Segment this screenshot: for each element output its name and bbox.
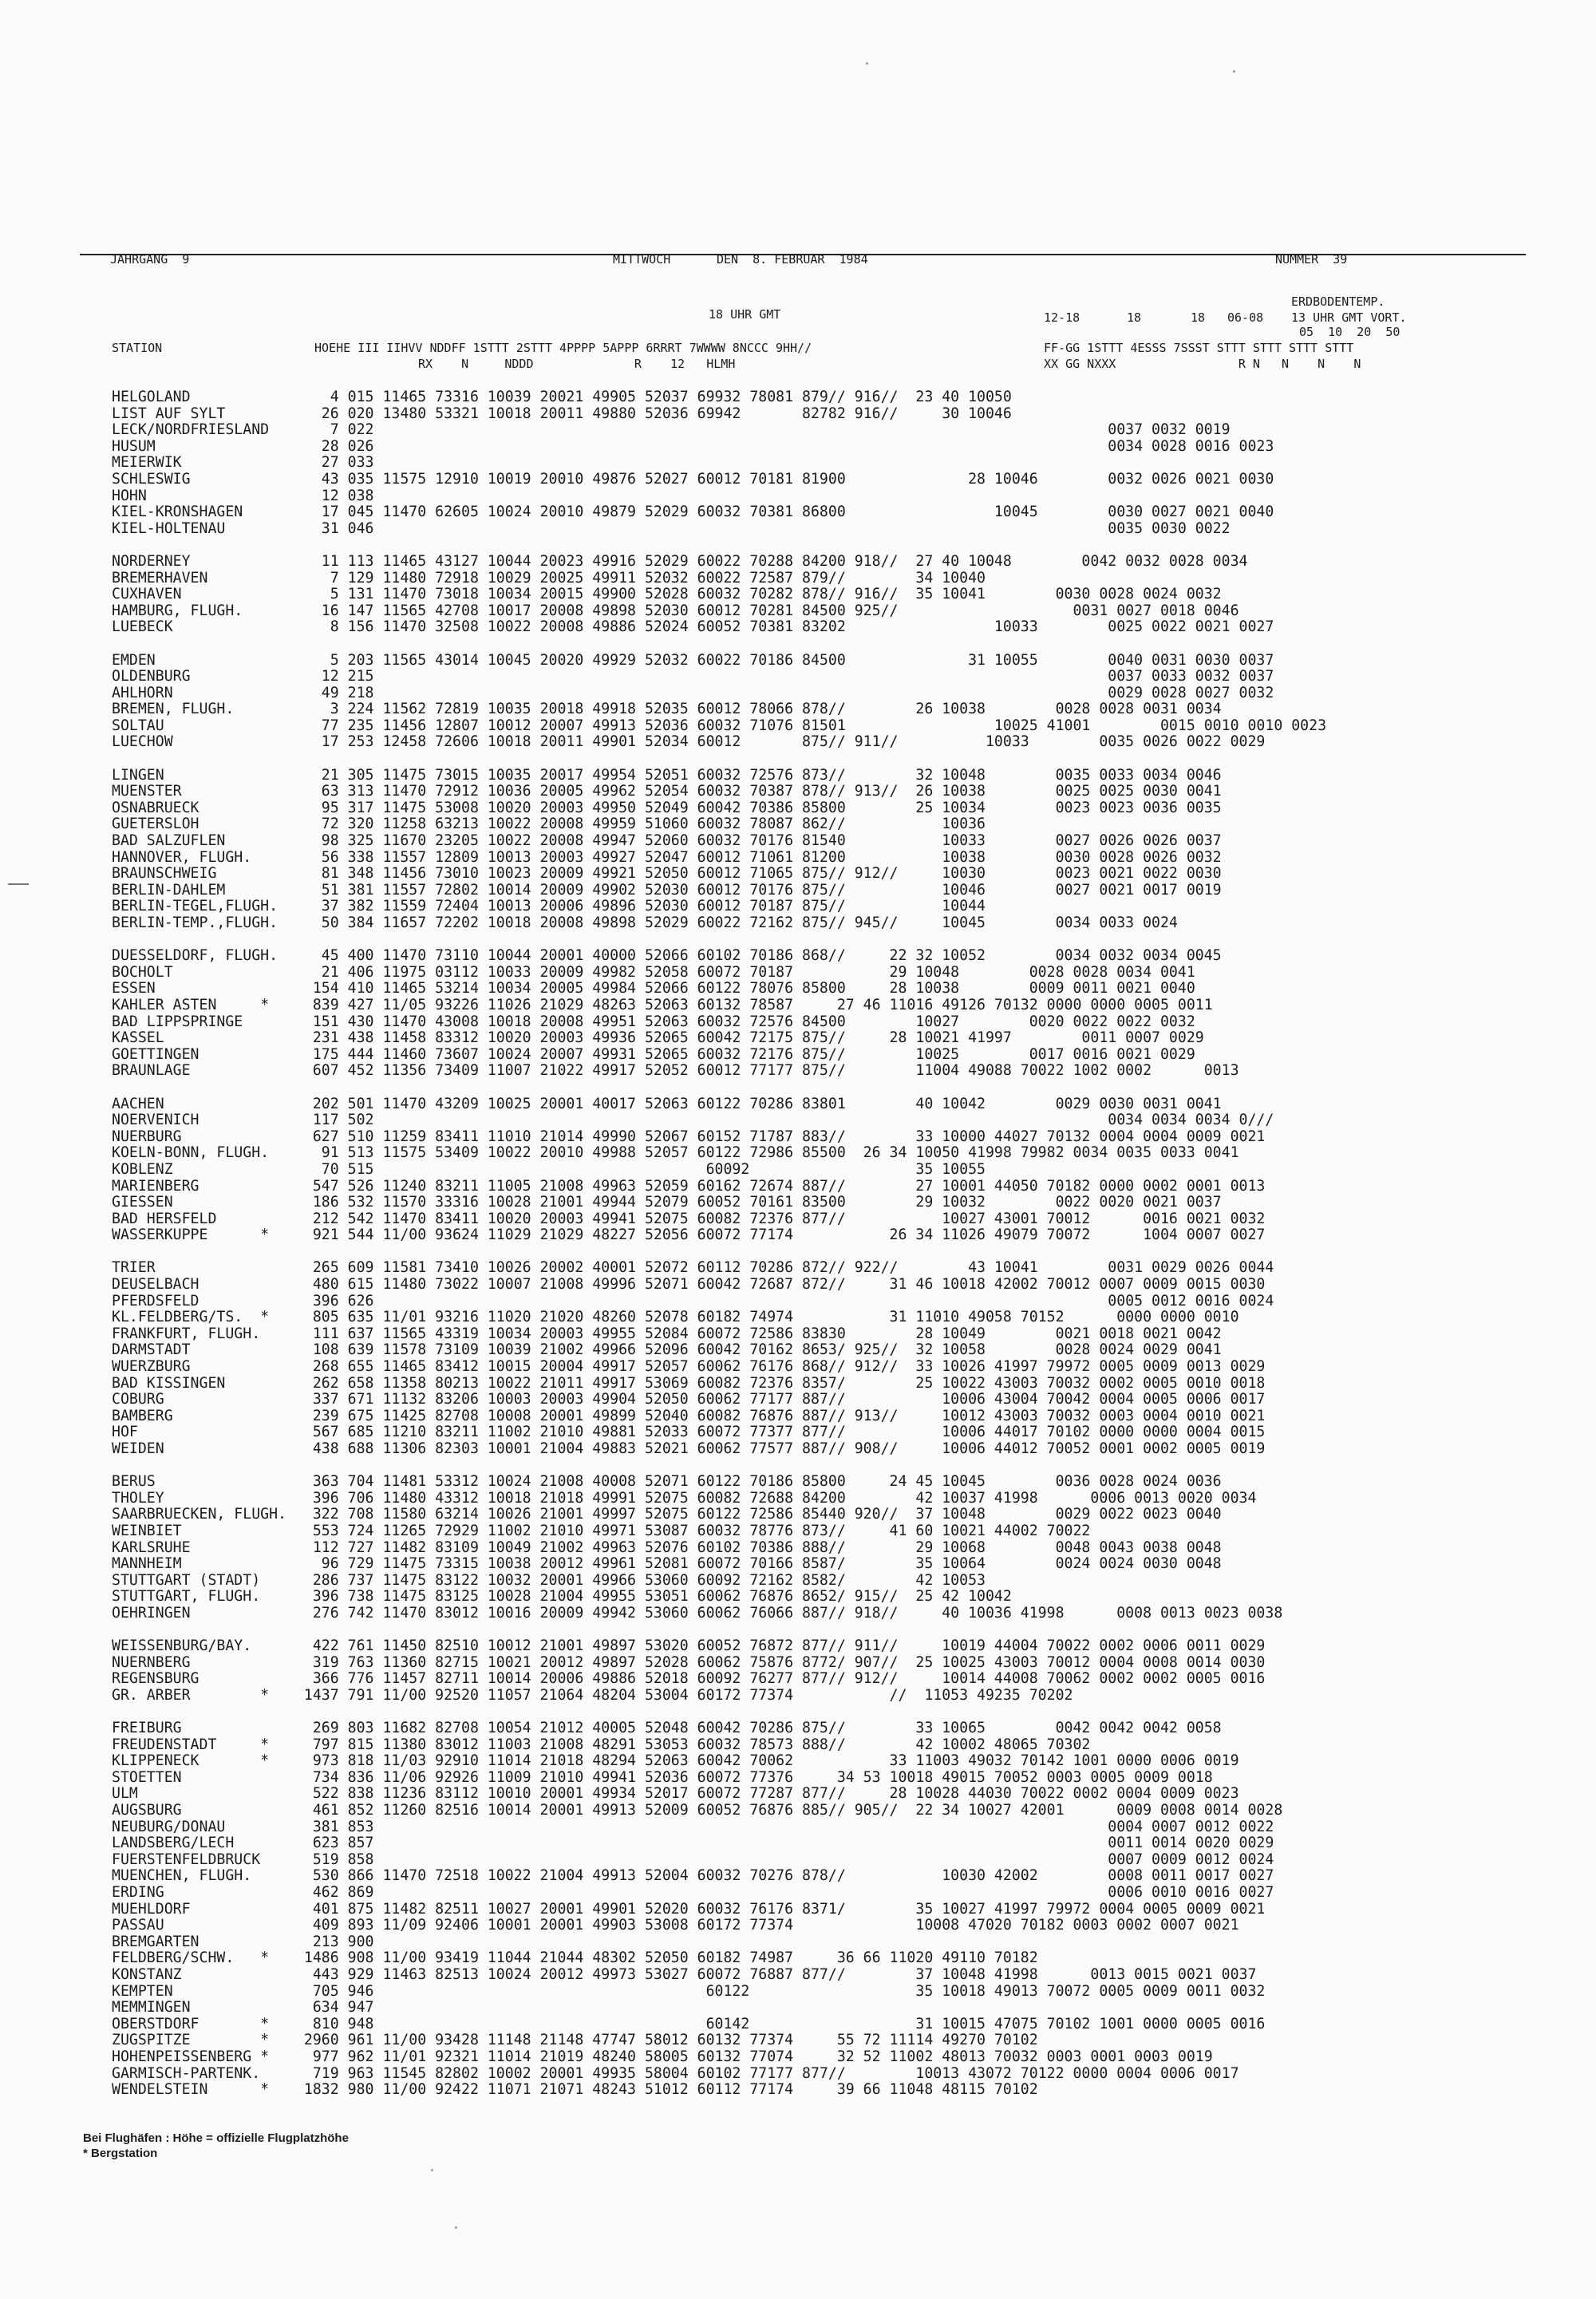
- station-row: LUEBECK 8 156 11470 32508 10022 20008 49886 52024 60052 70381 83202 10033 0025 0022 0021 0027: [112, 618, 1274, 636]
- station-row: KIEL-HOLTENAU 31 046 0035 0030 0022: [112, 519, 1231, 537]
- station-row: GARMISCH-PARTENK. 719 963 11545 82802 10002 20001 49935 58004 60102 77177 877// 10013 43072 70122 0000 0004 0006 0017: [112, 2064, 1239, 2082]
- volume-label: JAHRGANG 9: [110, 252, 190, 267]
- station-row: SAARBRUECKEN, FLUGH. 322 708 11580 63214 10026 21001 49997 52075 60122 72586 85440 920// 37 10048 0029 0022 0023 0040: [112, 1506, 1222, 1523]
- station-row: KASSEL 231 438 11458 83312 10020 20003 49936 52065 60042 72175 875// 28 10021 41997 0011 0007 0029: [112, 1029, 1204, 1047]
- station-row: HAMBURG, FLUGH. 16 147 11565 42708 10017 20008 49898 52030 60012 70281 84500 925// 0031 0027 0018 0046: [112, 602, 1239, 619]
- station-row: GR. ARBER * 1437 791 11/00 92520 11057 21064 48204 53004 60172 77374 // 11053 49235 70202: [112, 1686, 1073, 1704]
- station-row: BAMBERG 239 675 11425 82708 10008 20001 49899 52040 60082 76876 887// 913// 10012 43003 70032 0003 0004 0010 0021: [112, 1407, 1266, 1424]
- station-row: BAD SALZUFLEN 98 325 11670 23205 10022 20008 49947 52060 60032 70176 81540 10033 0027 0026 0026 0037: [112, 832, 1222, 850]
- station-row: CUXHAVEN 5 131 11470 73018 10034 20015 49900 52028 60032 70282 878// 916// 35 10041 0030 0028 0024 0032: [112, 586, 1222, 603]
- station-row: BRAUNLAGE 607 452 11356 73409 11007 21022 49917 52052 60012 77177 875// 11004 49088 70022 1002 0002 0013: [112, 1062, 1239, 1080]
- issue-number: NUMMER 39: [1275, 252, 1348, 267]
- soil-depths: 05 10 20 50: [1299, 325, 1400, 339]
- station-row: HELGOLAND 4 015 11465 73316 10039 20021 49905 52037 69932 78081 879// 916// 23 40 10050: [112, 389, 1012, 405]
- station-row: ESSEN 154 410 11465 53214 10034 20005 49984 52066 60122 78076 85800 28 10038 0009 0011 0021 0040: [112, 980, 1195, 997]
- station-table: [112, 389, 1532, 2099]
- station-row: KAHLER ASTEN * 839 427 11/05 93226 11026 21029 48263 52063 60132 78587 27 46 11016 49126 70132 0000 0000 0005 0011: [112, 996, 1213, 1013]
- hour-18-b: 18: [1191, 310, 1206, 325]
- station-row: BAD HERSFELD 212 542 11470 83411 10020 20003 49941 52075 60082 72376 877// 10027 43001 70012 0016 0021 0032: [112, 1210, 1266, 1227]
- station-row: LIST AUF SYLT 26 020 13480 53321 10018 20011 49880 52036 69942 82782 916// 30 10046: [112, 405, 1012, 422]
- station-row: PFERDSFELD 396 626 0005 0012 0016 0024: [112, 1292, 1274, 1309]
- station-row: KARLSRUHE 112 727 11482 83109 10049 21002 49963 52076 60102 70386 888// 29 10068 0048 0043 0038 0048: [112, 1539, 1222, 1556]
- station-row: MUENSTER 63 313 11470 72912 10036 20005 49962 52054 60032 70387 878// 913// 26 10038 0025 0025 0030 0041: [112, 783, 1222, 800]
- station-row: WEISSENBURG/BAY. 422 761 11450 82510 10012 21001 49897 53020 60052 76872 877// 911// 10019 44004 70022 0002 0006 0011 0029: [112, 1637, 1266, 1655]
- station-row: KL.FELDBERG/TS. * 805 635 11/01 93216 11020 21020 48260 52078 60182 74974 31 11010 49058 70152 0000 0000 0010: [112, 1309, 1239, 1326]
- station-row: GIESSEN 186 532 11570 33316 10028 21001 49944 52079 60052 70161 83500 29 10032 0022 0020 0021 0037: [112, 1194, 1222, 1211]
- station-row: THOLEY 396 706 11480 43312 10018 21018 49991 52075 60082 72688 84200 42 10037 41998 0006 0013 0020 0034: [112, 1489, 1257, 1507]
- station-row: NUERBURG 627 510 11259 83411 11010 21014 49990 52067 60152 71787 883// 33 10000 44027 70132 0004 0004 0009 0021: [112, 1128, 1266, 1145]
- station-row: HANNOVER, FLUGH. 56 338 11557 12809 10013 20003 49927 52047 60012 71061 81200 10038 0030 0028 0026 0032: [112, 848, 1222, 866]
- group-gap: [112, 636, 1532, 653]
- group-gap: [112, 1080, 1532, 1096]
- station-row: NOERVENICH 117 502 0034 0034 0034 0///: [112, 1112, 1274, 1129]
- station-row: BREMEN, FLUGH. 3 224 11562 72819 10035 20018 49918 52035 60012 78066 878// 26 10038 0028 0028 0031 0034: [112, 701, 1222, 718]
- group-gap: [112, 1244, 1532, 1261]
- station-row: REGENSBURG 366 776 11457 82711 10014 20006 49886 52018 60092 76277 877// 912// 10014 44008 70062 0002 0002 0005 0016: [112, 1670, 1266, 1688]
- station-row: WEINBIET 553 724 11265 72929 11002 21010 49971 53087 60032 78776 873// 41 60 10021 44002 70022: [112, 1522, 1091, 1539]
- group-gap: [112, 1458, 1532, 1475]
- station-row: LUECHOW 17 253 12458 72606 10018 20011 49901 52034 60012 875// 911// 10033 0035 0026 0022 0029: [112, 733, 1266, 751]
- station-row: WENDELSTEIN * 1832 980 11/00 92422 11071 21071 48243 51012 60112 77174 39 66 11048 48115 70102: [112, 2081, 1038, 2099]
- station-header: STATION: [112, 341, 163, 355]
- station-row: GUETERSLOH 72 320 11258 63213 10022 20008 49959 51060 60032 78087 862// 10036: [112, 816, 986, 833]
- group-gap: [112, 1622, 1532, 1639]
- hour-18-a: 18: [1127, 310, 1142, 325]
- station-row: NEUBURG/DONAU 381 853 0004 0007 0012 0022: [112, 1818, 1274, 1835]
- station-row: KLIPPENECK * 973 818 11/03 92910 11014 21018 48294 52063 60042 70062 33 11003 49032 70142 1001 0000 0006 0019: [112, 1752, 1239, 1770]
- scan-speck: [866, 62, 868, 65]
- station-row: COBURG 337 671 11132 83206 10003 20003 49904 52050 60062 77177 887// 10006 43004 70042 0004 0005 0006 0017: [112, 1391, 1266, 1408]
- station-row: BERUS 363 704 11481 53312 10024 21008 40008 52071 60122 70186 85800 24 45 10045 0036 0028 0024 0036: [112, 1473, 1222, 1491]
- station-row: NORDERNEY 11 113 11465 43127 10044 20023 49916 52029 60022 70288 84200 918// 27 40 10048 0042 0032 0028 0034: [112, 552, 1248, 570]
- station-row: DEUSELBACH 480 615 11480 73022 10007 21008 49996 52071 60042 72687 872// 31 46 10018 42002 70012 0007 0009 0015 0030: [112, 1276, 1266, 1294]
- station-row: HUSUM 28 026 0034 0028 0016 0023: [112, 437, 1274, 455]
- station-row: WUERZBURG 268 655 11465 83412 10015 20004 49917 52057 60062 76176 868// 912// 33 10026 41997 79972 0005 0009 0013 0029: [112, 1358, 1266, 1376]
- station-row: KIEL-KRONSHAGEN 17 045 11470 62605 10024 20010 49879 52029 60032 70381 86800 10045 0030 0027 0021 0040: [112, 504, 1274, 521]
- station-row: ULM 522 838 11236 83112 10010 20001 49934 52017 60072 77287 877// 28 10028 44030 70022 0002 0004 0009 0023: [112, 1785, 1239, 1803]
- station-row: KOBLENZ 70 515 60092 35 10055: [112, 1160, 986, 1178]
- station-row: HOHENPEISSENBERG * 977 962 11/01 92321 11014 21019 48240 58005 60132 77074 32 52 11002 48013 70032 0003 0001 0003 0019: [112, 2048, 1213, 2065]
- station-row: LECK/NORDFRIESLAND 7 022 0037 0032 0019: [112, 421, 1231, 439]
- station-row: FREUDENSTADT * 797 815 11380 83012 11003 21008 48291 53053 60032 78573 888// 42 10002 48065 70302: [112, 1736, 1091, 1753]
- station-row: KOELN-BONN, FLUGH. 91 513 11575 53409 10022 20010 49988 52057 60122 72986 85500 26 34 10050 41998 79982 0034 0035 0033 0041: [112, 1144, 1239, 1162]
- station-row: OBERSTDORF * 810 948 60142 31 10015 47075 70102 1001 0000 0005 0016: [112, 2015, 1266, 2032]
- station-row: DARMSTADT 108 639 11578 73109 10039 21002 49966 52096 60042 70162 8653/ 925// 32 10058 0028 0024 0029 0041: [112, 1341, 1222, 1359]
- scan-speck: [455, 2226, 457, 2229]
- station-row: BERLIN-DAHLEM 51 381 11557 72802 10014 20009 49902 52030 60012 70176 875// 10046 0027 0021 0017 0019: [112, 881, 1222, 899]
- station-row: STUTTGART (STADT) 286 737 11475 83122 10032 20001 49966 53060 60092 72162 8582/ 42 10053: [112, 1571, 986, 1589]
- station-row: AUGSBURG 461 852 11260 82516 10014 20001 49913 52009 60052 76876 885// 905// 22 34 10027 42001 0009 0008 0014 0028: [112, 1802, 1283, 1819]
- station-row: DUESSELDORF, FLUGH. 45 400 11470 73110 10044 20001 40000 52066 60102 70186 868// 22 32 10052 0034 0032 0034 0045: [112, 947, 1222, 965]
- station-row: LANDSBERG/LECH 623 857 0011 0014 0020 0029: [112, 1835, 1274, 1852]
- station-row: KEMPTEN 705 946 60122 35 10018 49013 70072 0005 0009 0011 0032: [112, 1982, 1266, 2000]
- station-row: FELDBERG/SCHW. * 1486 908 11/00 93419 11044 21044 48302 52050 60182 74987 36 66 11020 49110 70182: [112, 1949, 1038, 1967]
- footnote-mountain-station: * Bergstation: [83, 2147, 158, 2160]
- station-row: NUERNBERG 319 763 11360 82715 10021 20012 49897 52028 60062 75876 8772/ 907// 25 10025 43003 70012 0004 0008 0014 0030: [112, 1653, 1266, 1671]
- scan-speck: [1233, 70, 1235, 73]
- station-row: LINGEN 21 305 11475 73015 10035 20017 49954 52051 60032 72576 873// 32 10048 0035 0033 0034 0046: [112, 766, 1222, 784]
- code-header-right-2: XX GG NXXX R N N N N: [1044, 357, 1361, 371]
- group-gap: [112, 751, 1532, 768]
- station-row: FRANKFURT, FLUGH. 111 637 11565 43319 10034 20003 49955 52084 60072 72586 83830 28 10049 0021 0018 0021 0042: [112, 1325, 1222, 1342]
- code-header-line-2: RX N NDDD R 12 HLMH: [418, 357, 736, 371]
- date-label: DEN 8. FEBRUAR 1984: [717, 252, 868, 267]
- footnote-airport-height: Bei Flughäfen : Höhe = offizielle Flugplatzhöhe: [83, 2131, 349, 2145]
- station-row: FUERSTENFELDBRUCK 519 858 0007 0009 0012 0024: [112, 1851, 1274, 1868]
- station-row: OLDENBURG 12 215 0037 0033 0032 0037: [112, 668, 1274, 685]
- code-header-right-1: FF-GG 1STTT 4ESSS 7SSST STTT STTT STTT STTT: [1044, 341, 1354, 355]
- weekday-label: MITTWOCH: [613, 252, 671, 267]
- station-row: BERLIN-TEMP.,FLUGH. 50 384 11657 72202 10018 20008 49898 52029 60022 72162 875// 945// 10045 0034 0033 0024: [112, 914, 1178, 931]
- soil-temp-subtitle: 13 UHR GMT VORT.: [1291, 310, 1407, 325]
- station-row: FREIBURG 269 803 11682 82708 10054 21012 40005 52048 60042 70286 875// 33 10065 0042 0042 0042 0058: [112, 1720, 1222, 1737]
- period-12-18: 12-18: [1044, 310, 1080, 325]
- period-06-08: 06-08: [1227, 310, 1264, 325]
- station-row: MUEHLDORF 401 875 11482 82511 10027 20001 49901 52020 60032 76176 8371/ 35 10027 41997 79972 0004 0005 0009 0021: [112, 1900, 1266, 1918]
- code-header-line-1: HOEHE III IIHVV NDDFF 1STTT 2STTT 4PPPP 5APPP 6RRRT 7WWWW 8NCCC 9HH//: [314, 341, 812, 355]
- margin-mark: [8, 883, 29, 885]
- station-row: AHLHORN 49 218 0029 0028 0027 0032: [112, 684, 1274, 701]
- station-row: BRAUNSCHWEIG 81 348 11456 73010 10023 20009 49921 52050 60012 71065 875// 912// 10030 0023 0021 0022 0030: [112, 865, 1222, 883]
- group-gap: [112, 1704, 1532, 1721]
- station-row: WEIDEN 438 688 11306 82303 10001 21004 49883 52021 60062 77577 887// 908// 10006 44012 70052 0001 0002 0005 0019: [112, 1440, 1266, 1457]
- station-row: BREMGARTEN 213 900: [112, 1933, 374, 1950]
- station-row: SOLTAU 77 235 11456 12807 10012 20007 49913 52036 60032 71076 81501 10025 41001 0015 0010 0010 0023: [112, 717, 1327, 734]
- station-row: ZUGSPITZE * 2960 961 11/00 93428 11148 21148 47747 58012 60132 77374 55 72 11114 49270 70102: [112, 2032, 1038, 2049]
- group-gap: [112, 537, 1532, 554]
- station-row: AACHEN 202 501 11470 43209 10025 20001 40017 52063 60122 70286 83801 40 10042 0029 0030 0031 0041: [112, 1095, 1222, 1112]
- station-row: MARIENBERG 547 526 11240 83211 11005 21008 49963 52059 60162 72674 887// 27 10001 44050 70182 0000 0002 0001 0013: [112, 1177, 1266, 1195]
- station-row: BAD LIPPSPRINGE 151 430 11470 43008 10018 20008 49951 52063 60032 72576 84500 10027 0020 0022 0022 0032: [112, 1013, 1195, 1030]
- station-row: OSNABRUECK 95 317 11475 53008 10020 20003 49950 52049 60042 70386 85800 25 10034 0023 0023 0036 0035: [112, 799, 1222, 816]
- station-row: ERDING 462 869 0006 0010 0016 0027: [112, 1884, 1274, 1902]
- station-row: TRIER 265 609 11581 73410 10026 20002 40001 52072 60112 70286 872// 922// 43 10041 0031 0029 0026 0044: [112, 1259, 1274, 1277]
- soil-temp-title: ERDBODENTEMP.: [1291, 294, 1385, 309]
- station-row: MEMMINGEN 634 947: [112, 1999, 374, 2017]
- station-row: BOCHOLT 21 406 11975 03112 10033 20009 49982 52058 60072 70187 29 10048 0028 0028 0034 0041: [112, 963, 1195, 981]
- station-row: BERLIN-TEGEL,FLUGH. 37 382 11559 72404 10013 20006 49896 52030 60012 70187 875// 10044: [112, 898, 986, 915]
- station-row: OEHRINGEN 276 742 11470 83012 10016 20009 49942 53060 60062 76066 887// 918// 40 10036 41998 0008 0013 0023 0038: [112, 1604, 1283, 1622]
- station-row: PASSAU 409 893 11/09 92406 10001 20001 49903 53008 60172 77374 10008 47020 70182 0003 0002 0007 0021: [112, 1917, 1239, 1934]
- scan-speck: [431, 2169, 433, 2171]
- station-row: BAD KISSINGEN 262 658 11358 80213 10022 21011 49917 53069 60082 72376 8357/ 25 10022 43003 70032 0002 0005 0010 0018: [112, 1374, 1266, 1392]
- group-gap: [112, 932, 1532, 949]
- station-row: STUTTGART, FLUGH. 396 738 11475 83125 10028 21004 49955 53051 60062 76876 8652/ 915// 25 42 10042: [112, 1588, 1012, 1606]
- station-row: EMDEN 5 203 11565 43014 10045 20020 49929 52032 60022 70186 84500 31 10055 0040 0031 0030 0037: [112, 651, 1274, 669]
- station-row: SCHLESWIG 43 035 11575 12910 10019 20010 49876 52027 60012 70181 81900 28 10046 0032 0026 0021 0030: [112, 470, 1274, 488]
- station-row: GOETTINGEN 175 444 11460 73607 10024 20007 49931 52065 60032 72176 875// 10025 0017 0016 0021 0029: [112, 1045, 1195, 1063]
- station-row: KONSTANZ 443 929 11463 82513 10024 20012 49973 53027 60072 76887 877// 37 10048 41998 0013 0015 0021 0037: [112, 1966, 1257, 1983]
- station-row: MUENCHEN, FLUGH. 530 866 11470 72518 10022 21004 49913 52004 60032 70276 878// 10030 42002 0008 0011 0017 0027: [112, 1867, 1274, 1885]
- gmt-block-title: 18 UHR GMT: [709, 307, 781, 322]
- station-row: HOF 567 685 11210 83211 11002 21010 49881 52033 60072 77377 877// 10006 44017 70102 0000 0000 0004 0015: [112, 1424, 1266, 1441]
- station-row: WASSERKUPPE * 921 544 11/00 93624 11029 21029 48227 52056 60072 77174 26 34 11026 49079 70072 1004 0007 0027: [112, 1227, 1266, 1244]
- station-row: MANNHEIM 96 729 11475 73315 10038 20012 49961 52081 60072 70166 8587/ 35 10064 0024 0024 0030 0048: [112, 1555, 1222, 1573]
- station-row: BREMERHAVEN 7 129 11480 72918 10029 20025 49911 52032 60022 72587 879// 34 10040: [112, 569, 986, 587]
- station-row: MEIERWIK 27 033: [112, 454, 374, 472]
- station-row: HOHN 12 038: [112, 487, 374, 504]
- station-row: STOETTEN 734 836 11/06 92926 11009 21010 49941 52036 60072 77376 34 53 10018 49015 70052 0003 0005 0009 0018: [112, 1768, 1213, 1786]
- footnotes: [83, 2131, 349, 2161]
